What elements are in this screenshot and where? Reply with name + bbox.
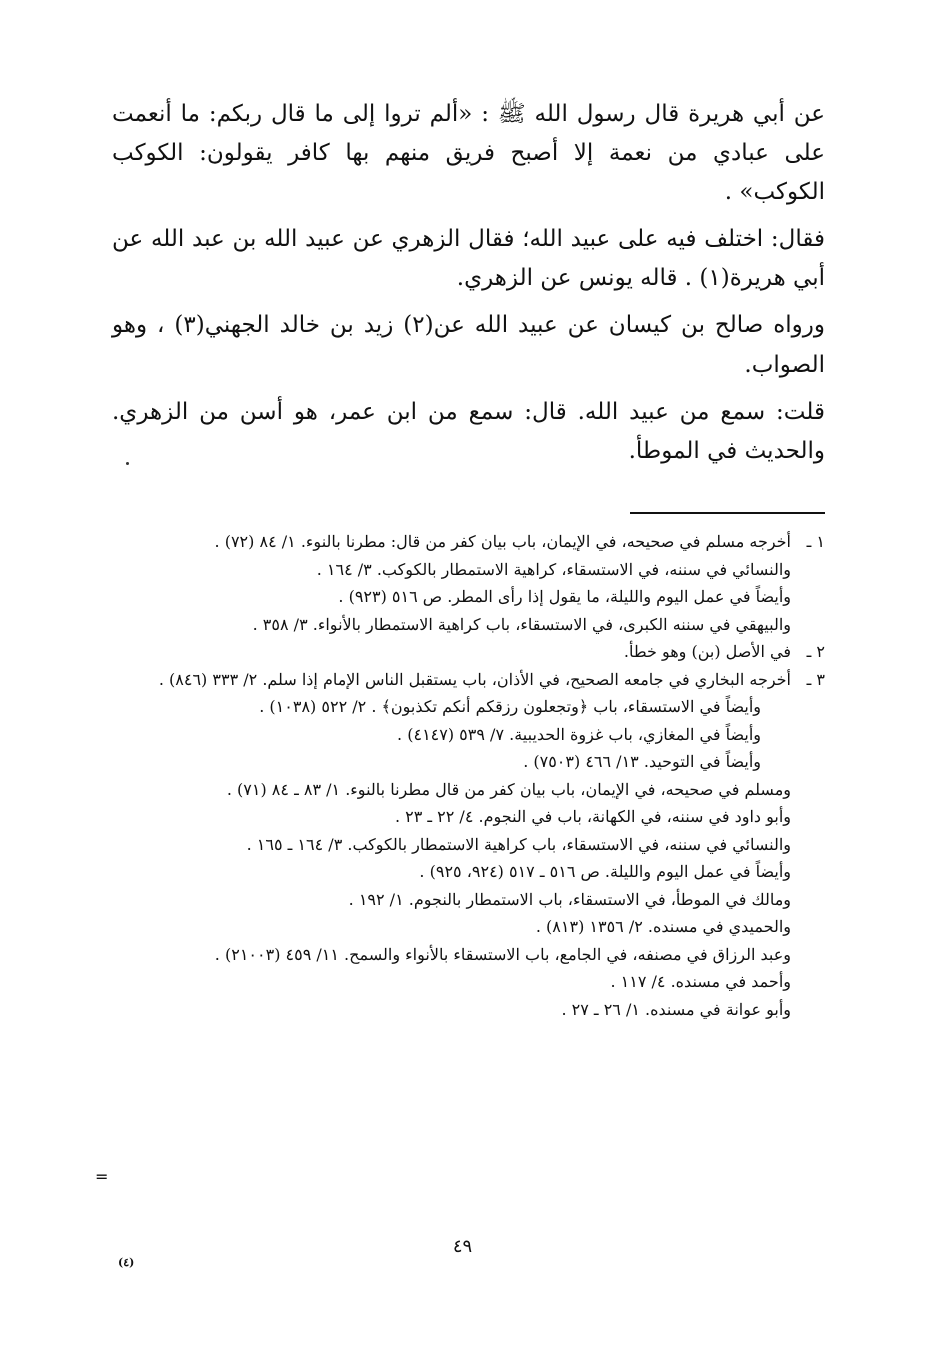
page-number: ٤٩ — [452, 1236, 473, 1257]
signature-mark: (٤) — [118, 1256, 135, 1269]
footnote-line: وأيضاً في الاستسقاء، باب ﴿وتجعلون رزقكم أنكم تكذبون﴾ . ٢/ ٥٢٢ (١٠٣٨) . — [259, 697, 761, 717]
footnote-line: وعبد الرزاق في مصنفه، في الجامع، باب الاستسقاء بالأنواء والسمح. ١١/ ٤٥٩ (٢١٠٠٣) . — [214, 944, 791, 964]
footnote-line: وأيضاً في عمل اليوم والليلة. ص ٥١٦ ـ ٥١٧ (٩٢٤، ٩٢٥) . — [419, 862, 791, 882]
continuation-mark: = — [95, 1167, 109, 1186]
footnote-line: والحميدي في مسنده. ٢/ ١٣٥٦ (٨١٣) . — [535, 917, 791, 937]
footnote-line: وأيضاً في عمل اليوم والليلة، ما يقول إذا رأى المطر. ص ٥١٦ (٩٢٣) . — [338, 587, 791, 607]
footnote-3 — [112, 666, 825, 1024]
footnote-line: ومسلم في صحيحه، في الإيمان، باب بيان كفر من قال مطرنا بالنوء. ١/ ٨٣ ـ ٨٤ (٧١) . — [226, 779, 791, 799]
paragraph-4: قلت: سمع من عبيد الله. قال: سمع من ابن عمر، هو أسن من الزهري. والحديث في الموطأ. — [112, 398, 825, 464]
footnote-line: وأبو عوانة في مسنده. ١/ ٢٦ ـ ٢٧ . — [561, 999, 791, 1019]
footnote-line: والنسائي في سننه، في الاستسقاء، كراهية الاستمطار بالكوكب. ٣/ ١٦٤ . — [316, 559, 791, 579]
paragraph-2: فقال: اختلف فيه على عبيد الله؛ فقال الزهري عن عبيد الله بن عبد الله عن أبي هريرة(١) . قاله يونس عن الزهري. — [112, 226, 825, 292]
main-text — [112, 95, 825, 479]
footnote-line: ومالك في الموطأ، في الاستسقاء، باب الاستمطار بالنجوم. ١/ ١٩٢ . — [348, 889, 791, 909]
footnote-line: في الأصل (بن) وهو خطأ. — [623, 642, 791, 662]
footnote-line: وأحمد في مسنده. ٤/ ١١٧ . — [610, 972, 791, 992]
stray-dot — [126, 462, 129, 465]
footnote-line: وأبو داود في سننه، في الكهانة، باب في النجوم. ٤/ ٢٢ ـ ٢٣ . — [394, 807, 791, 827]
footnote-number: ٣ ـ — [806, 669, 825, 689]
footnote-line: أخرجه البخاري في جامعه الصحيح، في الأذان، باب يستقبل الناس الإمام إذا سلم. ٢/ ٣٣٣ (٨٤٦) . — [158, 669, 791, 689]
footnote-separator — [630, 512, 825, 514]
footnote-number: ٢ ـ — [806, 642, 825, 662]
footnote-line: والنسائي في سننه، في الاستسقاء، باب كراهية الاستمطار بالكوكب. ٣/ ١٦٤ ـ ١٦٥ . — [246, 834, 791, 854]
footnotes — [112, 528, 825, 1023]
footnote-line: والبيهقي في سننه الكبرى، في الاستسقاء، باب كراهية الاستمطار بالأنواء. ٣/ ٣٥٨ . — [252, 614, 791, 634]
paragraph-3: ورواه صالح بن كيسان عن عبيد الله عن(٢) زيد بن خالد الجهني(٣) ، وهو الصواب. — [112, 312, 825, 378]
footnote-line: وأيضاً في التوحيد. ١٣/ ٤٦٦ (٧٥٠٣) . — [523, 752, 761, 772]
paragraph-1: عن أبي هريرة قال رسول الله ﷺ : «ألم تروا إلى ما قال ربكم: ما أنعمت على عبادي من نعمة إلا أصبح فريق منهم بها كافر يقولون: الكوكب الكوكب» . — [112, 101, 825, 206]
footnote-1 — [112, 528, 825, 638]
footnote-number: ١ ـ — [806, 532, 825, 551]
footnote-2 — [112, 638, 825, 666]
footnote-line: أخرجه مسلم في صحيحه، في الإيمان، باب بيان كفر من قال: مطرنا بالنوء. ١/ ٨٤ (٧٢) . — [214, 532, 791, 551]
footnote-line: وأيضاً في المغازي، باب غزوة الحديبية. ٧/ ٥٣٩ (٤١٤٧) . — [397, 724, 761, 744]
